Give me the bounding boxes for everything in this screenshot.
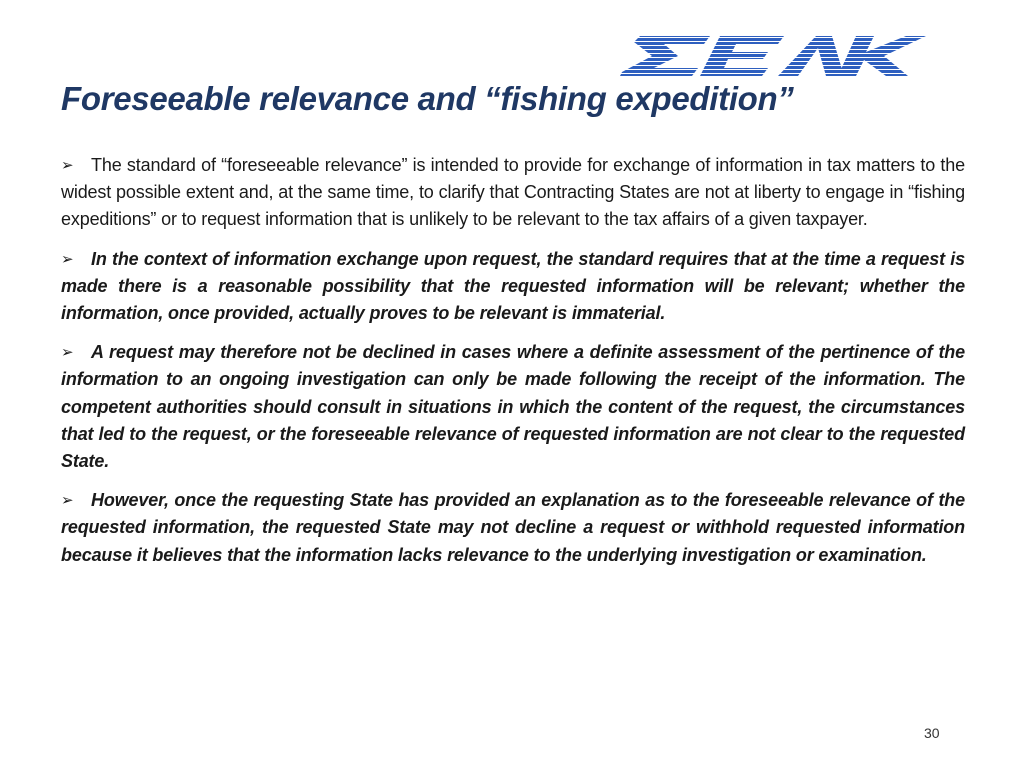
paragraph-text: A request may therefore not be declined in cases where a definite assessment of the pertinence of the information to an ongoing investigation can only be made following the receipt of the information. The competent authorities should consult in situations in which the content of the request, the circumstances that led to the request, or the foreseeable relevance of requested information are not clear to the requested State.: [61, 342, 965, 472]
arrow-bullet-icon: ➢: [61, 156, 74, 174]
seak-logo-letters: [620, 36, 926, 76]
paragraph-foreseeable-relevance-standard: [61, 152, 965, 234]
arrow-bullet-icon: ➢: [61, 249, 74, 268]
page-number: 30: [924, 725, 940, 741]
paragraph-information-exchange-upon-request: [61, 246, 965, 328]
paragraph-request-not-declined: [61, 339, 965, 475]
paragraph-text: The standard of “foreseeable relevance” is intended to provide for exchange of information in tax matters to the widest possible extent and, at the same time, to clarify that Contracting States are not at liberty to engage in “fishing expeditions” or to request information that is unlikely to be relevant to the tax affairs of a given taxpayer.: [61, 155, 965, 230]
paragraph-explanation-provided: [61, 487, 965, 569]
slide-body: [61, 152, 965, 581]
arrow-bullet-icon: ➢: [61, 491, 74, 510]
seak-logo: [618, 34, 928, 78]
arrow-bullet-icon: ➢: [61, 343, 74, 362]
slide-title: Foreseeable relevance and “fishing expedition”: [61, 80, 794, 117]
paragraph-text: However, once the requesting State has provided an explanation as to the foreseeable relevance of the requested information, the requested State may not decline a request or withhold requested information because it believes that the information lacks relevance to the underlying investigation or examination.: [61, 490, 965, 565]
paragraph-text: In the context of information exchange upon request, the standard requires that at the time a request is made there is a reasonable possibility that the requested information will be relevant; whether the information, once provided, actually proves to be relevant is immaterial.: [61, 248, 965, 324]
